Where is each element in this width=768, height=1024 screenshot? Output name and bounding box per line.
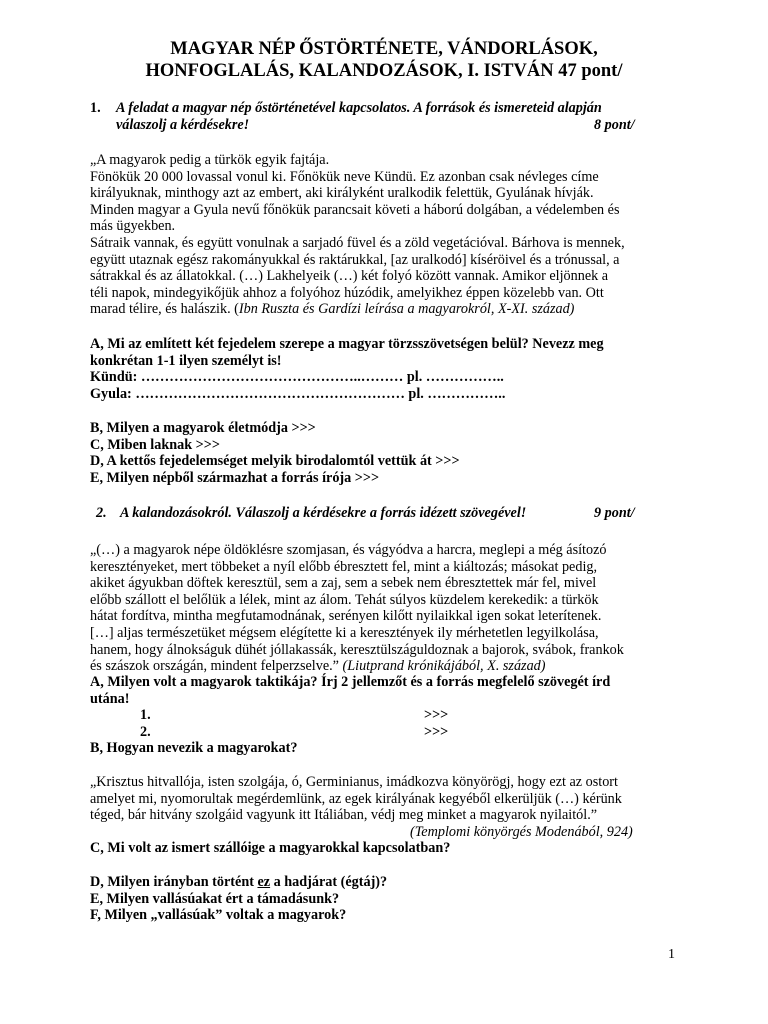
kundu-answer-line: Kündü: ………………………………………..……… pl. …………….. <box>90 369 504 386</box>
task2-source2 <box>90 774 690 857</box>
task1-source-line: „A magyarok pedig a türkök egyik fajtája. <box>90 152 330 168</box>
task2-question-d-underlined: ez <box>257 874 271 890</box>
task2-question-b: B, Hogyan nevezik a magyarokat? <box>90 740 298 757</box>
task2-number: 2. <box>96 505 107 521</box>
task1-question-b: B, Milyen a magyarok életmódja >>> <box>90 420 316 436</box>
task1-source-line: Minden magyar a Gyula nevű főnökük parancsait követi a háború dolgában, a védelemben és <box>90 201 620 218</box>
task2-source1-line: „(…) a magyarok népe öldöklésre szomjasan, és vágyódva a harcra, meglepi a még ásítozó <box>90 542 607 558</box>
task1-points: 8 pont/ <box>594 116 635 133</box>
task2-source2-citation: (Templomi könyörgés Modenából, 924) <box>410 823 633 840</box>
task2-source2-line: „Krisztus hitvallója, isten szolgája, ó, Germinianus, imádkozva könyörögj, hogy ezt az ostort <box>90 774 618 790</box>
task1-source-line: sátrakkal és az állatokkal. (…) Lakhelyeik (…) két folyó között vannak. Amikor eljönnek a <box>90 268 609 285</box>
task2-question-d-start: D, Milyen irányban történt <box>90 874 258 890</box>
task2-source1-line: […] aljas természetüket mégsem elégítette ki a keresztények ily mérhetetlen legyilkolása, <box>90 624 599 641</box>
task1-question-c: C, Miben laknak >>> <box>90 436 220 453</box>
task2-question-c: C, Mi volt az ismert szállóige a magyarokkal kapcsolatban? <box>90 840 451 857</box>
task2-source1-line: akiket ágyukban döftek keresztül, sem a zaj, sem a sebek nem ébresztettek már fel, mivel <box>90 575 597 592</box>
task1-question-a-line2: konkrétan 1-1 ilyen személyt is! <box>90 352 282 369</box>
task2-source1-line: előbb szállott el belőlük a lélek, mint az álom. Tehát súlyos küzdelem kerekedik: a türkök <box>90 591 599 608</box>
task1-source <box>90 152 690 318</box>
task2-source2-line: téged, bár hitvány szolgáid vagyunk itt Itáliában, védj meg minket a magyarok nyilaitól.” <box>90 807 598 824</box>
task2-source1 <box>90 542 690 675</box>
task2-source1-line: hanem, hogy álnokságuk dühét jóllakassák, keresztülszáguldoznak a bajorok, svábok, frankok <box>90 641 624 658</box>
task2-source1-last-text: és szászok országán, mindent felperzselve.” <box>90 658 343 675</box>
page-number: 1 <box>668 947 675 962</box>
task1-heading <box>90 100 690 133</box>
task2-source1-last-line <box>90 658 690 675</box>
task1-source-last-line <box>90 301 690 318</box>
task2-item1-arrow: >>> <box>424 707 449 724</box>
task1-instruction-line2: válaszolj a kérdésekre! <box>116 116 250 133</box>
task2-instruction: A kalandozásokról. Válaszolj a kérdésekre a forrás idézett szövegével! <box>120 505 527 521</box>
task2-item2-number: 2. <box>140 723 151 740</box>
task1-source-line: Sátraik vannak, és együtt vonulnak a sarjadó füvel és a zöld vegetációval. Bárhova is mennek, <box>90 234 625 251</box>
task1-question-e: E, Milyen népből származhat a forrás írója >>> <box>90 469 380 486</box>
task2-question-f: F, Milyen „vallásúak” voltak a magyarok? <box>90 907 347 924</box>
task2-questions-d-f <box>90 874 690 924</box>
task1-questions <box>90 336 690 402</box>
task1-questions-b-e <box>90 420 690 486</box>
task1-source-line: más ügyekben. <box>90 218 176 235</box>
task2-question-d-end: a hadjárat (égtáj)? <box>270 874 388 890</box>
task1-question-a-line1: A, Mi az említett két fejedelem szerepe a magyar törzsszövetségen belül? Nevezz meg <box>90 336 604 352</box>
task2-points: 9 pont/ <box>594 505 635 521</box>
task2-question-a-line1: A, Milyen volt a magyarok taktikája? Írj 2 jellemzőt és a forrás megfelelő szövegét írd <box>90 674 611 690</box>
task2-source1-line: hátat fordítva, mintha megfutamodnának, serényen kilőtt nyilaikkal igen sokat leterítenek. <box>90 608 602 625</box>
title-line-2: HONFOGLALÁS, KALANDOZÁSOK, I. ISTVÁN 47 pont/ <box>145 61 623 81</box>
task2-item1-number: 1. <box>140 707 151 724</box>
task2-source1-line: keresztényeket, mert többeket a nyíl előbb ébresztett fel, mint a kiáltozás; másokat pedig, <box>90 558 598 575</box>
task2-question-a <box>90 674 690 757</box>
title-line-1: MAGYAR NÉP ŐSTÖRTÉNETE, VÁNDORLÁSOK, <box>170 39 598 59</box>
task1-source-line: királyuknak, minthogy azt az embert, aki királyként uralkodik felettük, Gyulának hívják. <box>90 185 594 202</box>
task2-question-a-line2: utána! <box>90 690 130 707</box>
task2-source2-line: amelyet mi, nyomorultak megérdemlünk, az egek királyának kegyéből elkerüljük (…) kérünk <box>90 790 622 807</box>
task1-source-line: téli napok, mindegyikőjük ahhoz a folyóhoz húzódik, amelyikhez éppen közelebb van. Ott <box>90 284 604 301</box>
task1-question-d: D, A kettős fejedelemséget melyik birodalomtól vettük át >>> <box>90 453 460 470</box>
task1-source-last-text: marad télire, és halászik. ( <box>90 301 239 318</box>
task2-item2-arrow: >>> <box>424 723 449 740</box>
document-title <box>0 38 768 82</box>
task1-source-line: együtt utaznak egész rakományukkal és raktárukkal, [az uralkodó] kíséröivel és a trónussal, a <box>90 251 620 268</box>
task1-instruction-line1: A feladat a magyar nép őstörténetével kapcsolatos. A források és ismereteid alapján <box>116 100 602 116</box>
task1-source-line: Fönökük 20 000 lovassal vonul ki. Főnökük neve Kündü. Ez azonban csak névleges címe <box>90 168 599 185</box>
gyula-answer-line: Gyula: ………………………………………………… pl. …………….. <box>90 385 506 402</box>
task1-number: 1. <box>90 100 101 116</box>
task2-question-e: E, Milyen vallásúakat ért a támadásunk? <box>90 890 340 907</box>
task1-source-citation: Ibn Ruszta és Gardízi leírása a magyarokról, X-XI. század) <box>238 301 575 318</box>
task2-heading <box>96 505 696 522</box>
task2-source1-citation: (Liutprand krónikájából, X. század) <box>342 658 546 675</box>
task2-question-d <box>90 874 690 891</box>
